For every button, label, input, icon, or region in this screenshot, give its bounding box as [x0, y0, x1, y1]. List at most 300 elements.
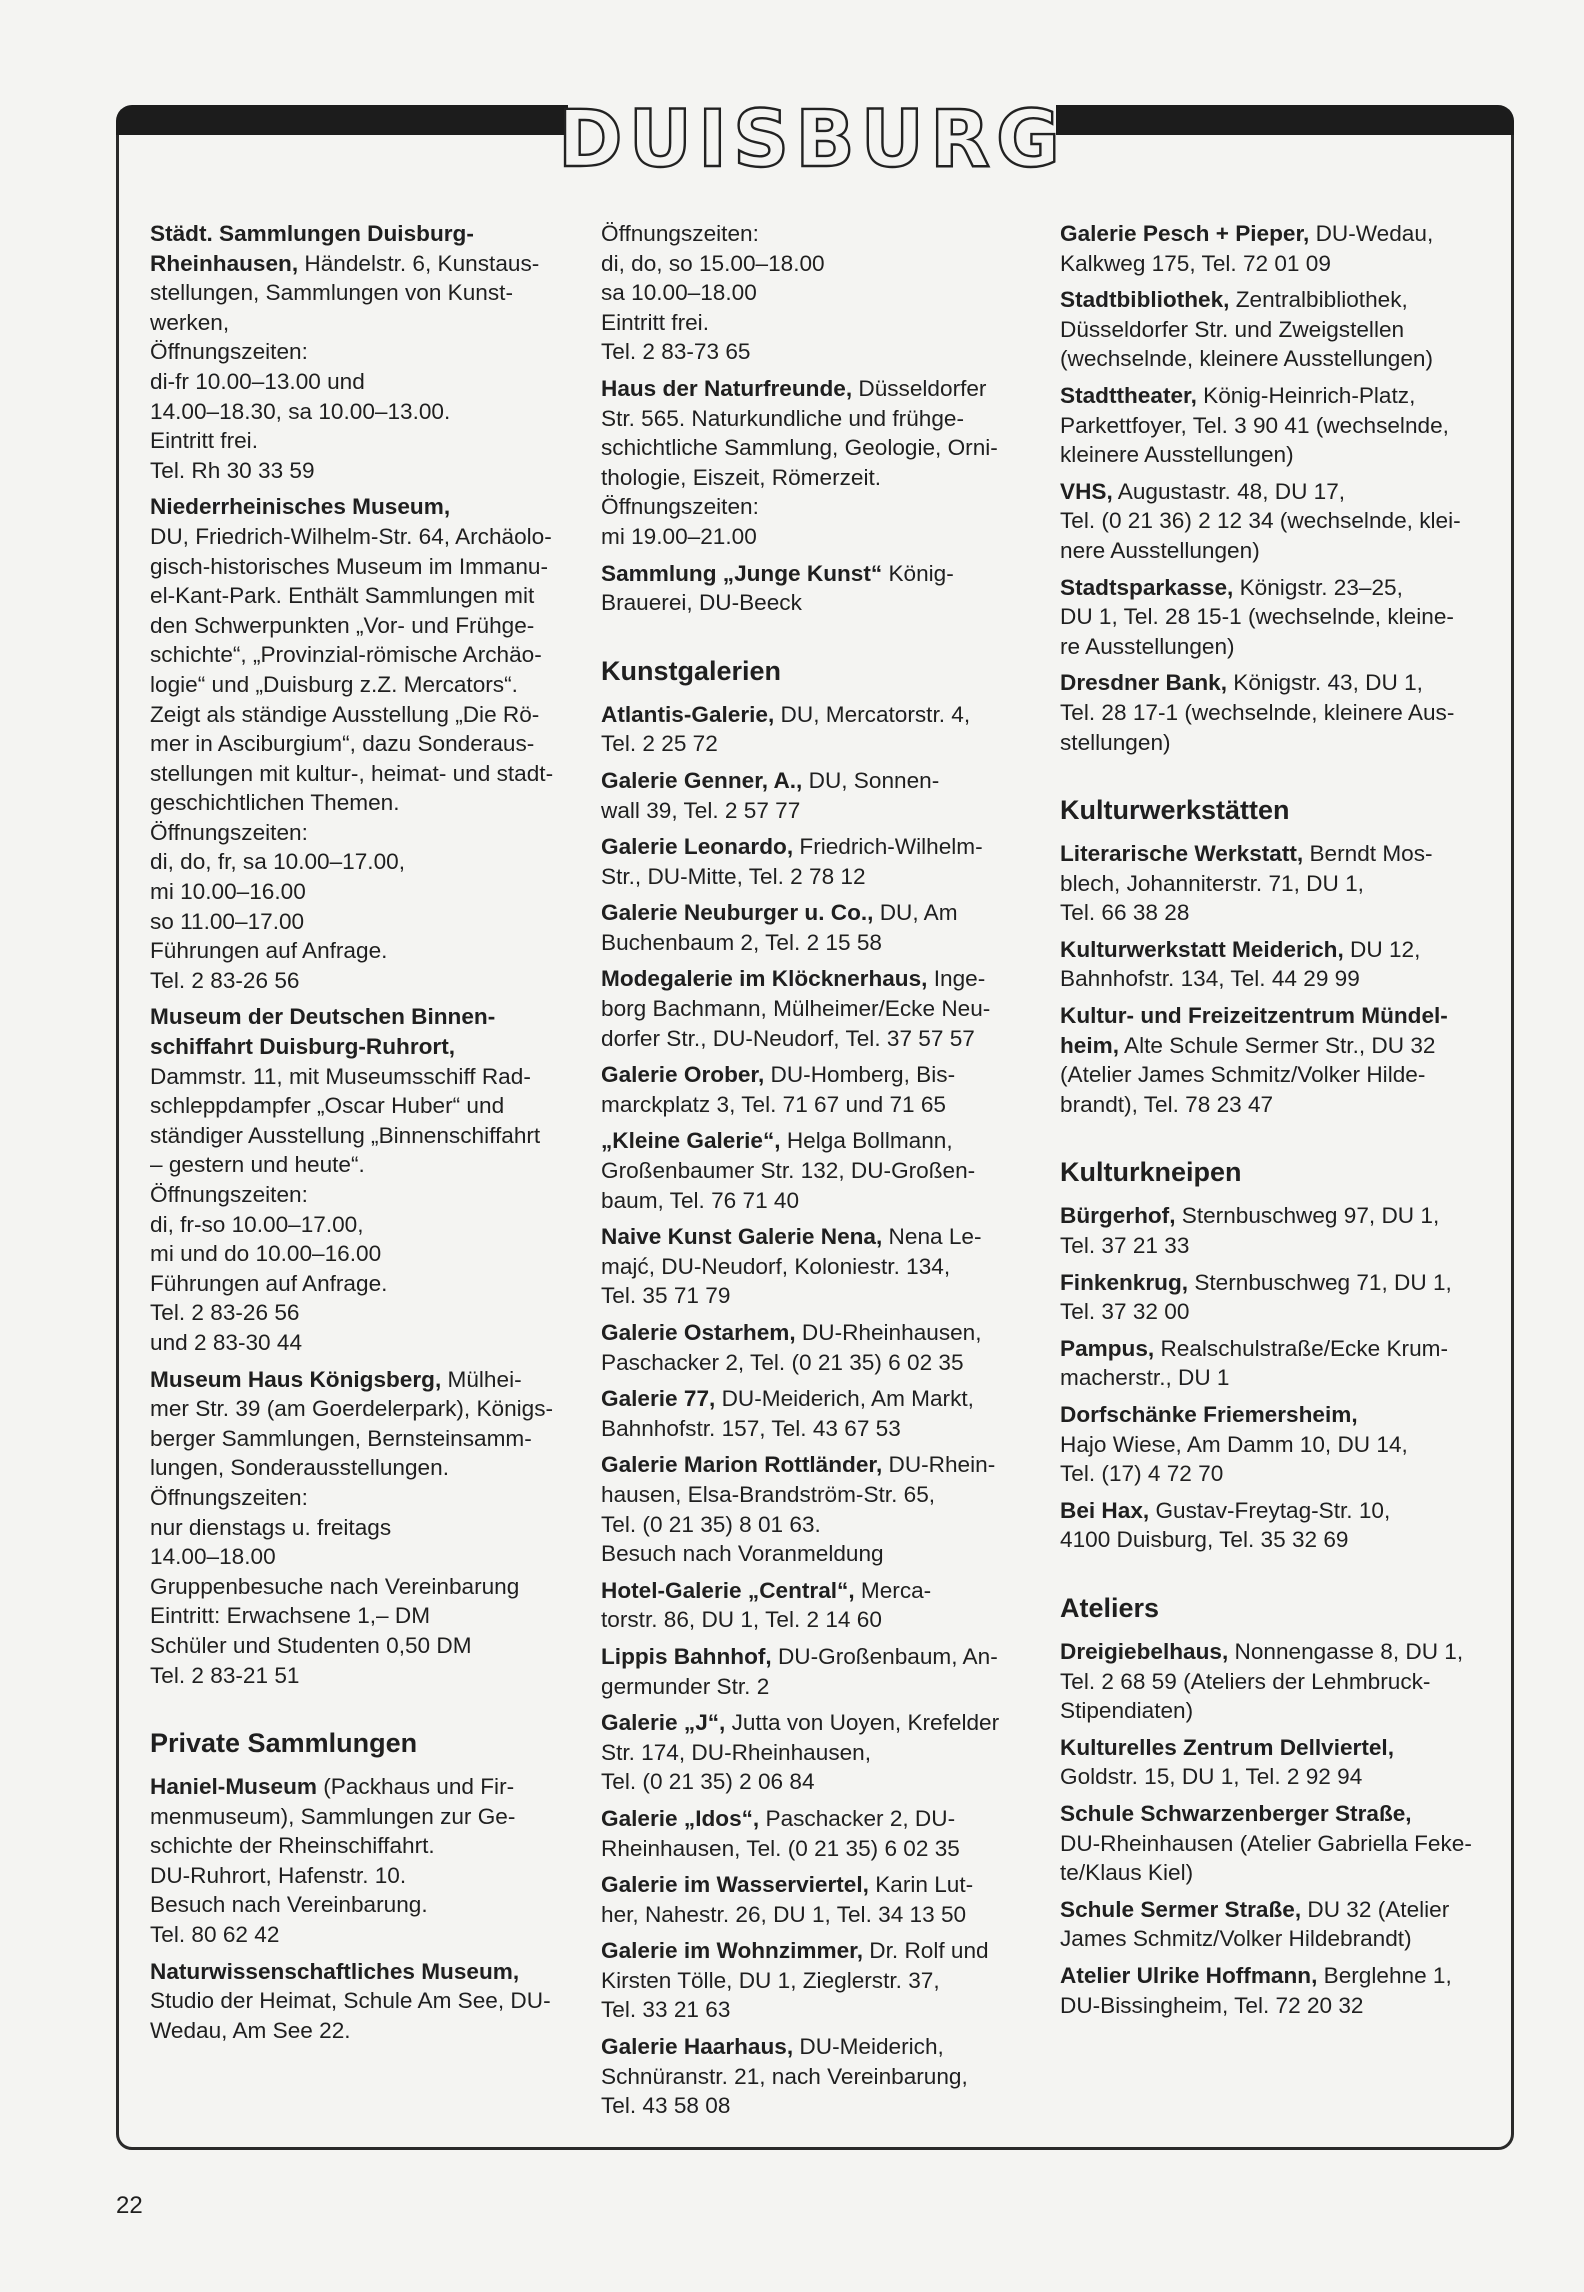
entry-line: [150, 1150, 560, 1180]
entry-text: Gustav-Freytag-Str. 10,: [1149, 1497, 1391, 1523]
entry-line: [1060, 1961, 1490, 1991]
entry-text: Buchenbaum 2, Tel. 2 15 58: [601, 929, 882, 955]
entry-name: Bei Hax,: [1060, 1497, 1150, 1523]
entry-line: [601, 308, 1021, 338]
entry-text: baum, Tel. 76 71 40: [601, 1187, 800, 1213]
column-1: [150, 219, 560, 2052]
entry-line: [1060, 1031, 1490, 1061]
directory-entry: [1060, 1268, 1490, 1327]
entry-name: Kulturelles Zentrum Dellviertel,: [1060, 1734, 1394, 1760]
entry-text: DU-Ruhrort, Hafenstr. 10.: [150, 1862, 407, 1888]
entry-text: dorfer Str., DU-Neudorf, Tel. 37 57 57: [601, 1025, 975, 1051]
entry-text: Tel. (0 21 35) 8 01 63.: [601, 1511, 821, 1537]
entry-name: Dresdner Bank,: [1060, 670, 1228, 696]
entry-text: Karin Lut-: [868, 1872, 974, 1898]
entry-text: mer Str. 39 (am Goerdelerpark), Königs-: [150, 1396, 554, 1422]
entry-text: blech, Johanniterstr. 71, DU 1,: [1060, 870, 1364, 896]
entry-text: Merca-: [854, 1577, 932, 1603]
entry-text: Paschacker 2, DU-: [759, 1805, 956, 1831]
entry-text: majć, DU-Neudorf, Koloniestr. 134,: [601, 1253, 951, 1279]
entry-text: DU-Wedau,: [1309, 221, 1434, 246]
directory-entry: [601, 1126, 1021, 1215]
entry-text: DU-Rheinhausen,: [795, 1320, 982, 1345]
directory-entry: [601, 1936, 1021, 2025]
entry-text: Tel. 37 32 00: [1060, 1299, 1190, 1325]
directory-entry: [601, 832, 1021, 891]
entry-text: stellungen mit kultur-, heimat- und stadt-: [150, 760, 554, 786]
entry-text: logie“ und „Duisburg z.Z. Mercators“.: [150, 671, 518, 697]
entry-line: [150, 1453, 560, 1483]
entry-line: [1060, 285, 1490, 315]
entry-text: König-Heinrich-Platz,: [1196, 382, 1416, 408]
entry-text: DU-Meiderich, Am Markt,: [715, 1386, 974, 1412]
entry-line: [601, 1995, 1021, 2025]
entry-text: Düsseldorfer: [852, 375, 987, 401]
entry-name: Hotel-Galerie „Central“,: [601, 1577, 855, 1603]
entry-line: [601, 1672, 1021, 1702]
entry-text: el-Kant-Park. Enthält Sammlungen mit: [150, 583, 535, 609]
entry-line: [150, 1483, 560, 1513]
entry-text: 4100 Duisburg, Tel. 35 32 69: [1060, 1527, 1349, 1553]
entry-text: Sternbuschweg 97, DU 1,: [1175, 1203, 1440, 1229]
entry-line: [150, 1032, 560, 1062]
entry-line: [1060, 249, 1490, 279]
entry-text: Düsseldorfer Str. und Zweigstellen: [1060, 316, 1405, 342]
directory-entry: [601, 1642, 1021, 1701]
entry-text: lungen, Sonderausstellungen.: [150, 1455, 449, 1481]
entry-line: [150, 1091, 560, 1121]
entry-text: Studio der Heimat, Schule Am See, DU-: [150, 1988, 551, 2014]
directory-entry: [601, 1060, 1021, 1119]
entry-text: Kirsten Tölle, DU 1, Zieglerstr. 37,: [601, 1967, 940, 1993]
entry-name: Galerie Pesch + Pieper,: [1060, 221, 1310, 246]
entry-line: [1060, 728, 1490, 758]
entry-name: Atelier Ulrike Hoffmann,: [1060, 1962, 1318, 1988]
entry-line: [1060, 1334, 1490, 1364]
entry-name: Galerie im Wohnzimmer,: [601, 1938, 864, 1964]
entry-line: [150, 581, 560, 611]
directory-entry: [1060, 573, 1490, 662]
entry-line: [601, 2091, 1021, 2121]
entry-line: [150, 1920, 560, 1950]
entry-line: [1060, 839, 1490, 869]
entry-line: [150, 907, 560, 937]
entry-name: Kultur- und Freizeitzentrum Mündel-: [1060, 1003, 1448, 1029]
directory-entry: [1060, 381, 1490, 470]
entry-line: [150, 847, 560, 877]
entry-text: Tel. (17) 4 72 70: [1060, 1461, 1224, 1487]
entry-line: [150, 1601, 560, 1631]
entry-line: [601, 1576, 1021, 1606]
entry-line: [150, 1002, 560, 1032]
entry-name: Naive Kunst Galerie Nena,: [601, 1224, 883, 1250]
entry-text: DU 1, Tel. 28 15-1 (wechselnde, kleine-: [1060, 604, 1454, 630]
entry-line: [150, 700, 560, 730]
entry-line: [1060, 698, 1490, 728]
entry-line: [601, 1605, 1021, 1635]
entry-name: Museum Haus Königsberg,: [150, 1366, 442, 1392]
entry-line: [601, 1966, 1021, 1996]
directory-entry: [150, 1002, 560, 1357]
entry-line: [1060, 1799, 1490, 1829]
entry-line: [1060, 602, 1490, 632]
entry-line: [601, 1900, 1021, 1930]
column-2: [601, 219, 1021, 2128]
entry-line: [150, 1365, 560, 1395]
entry-line: [1060, 869, 1490, 899]
entry-text: Königstr. 23–25,: [1233, 574, 1403, 600]
entry-text: DU 32 (Atelier: [1301, 1896, 1450, 1922]
entry-line: [1060, 1496, 1490, 1526]
entry-line: [150, 367, 560, 397]
entry-line: [150, 1394, 560, 1424]
section-heading: Ateliers: [1060, 1592, 1160, 1623]
entry-name: Galerie Orober,: [601, 1062, 765, 1088]
entry-text: so 11.00–17.00: [150, 908, 305, 934]
entry-line: [150, 1986, 560, 2016]
entry-text: Tel. (0 21 36) 2 12 34 (wechselnde, klei-: [1060, 508, 1461, 534]
entry-text: Gruppenbesuche nach Vereinbarung: [150, 1573, 520, 1599]
entry-line: [601, 1804, 1021, 1834]
entry-name: Naturwissenschaftliches Museum,: [150, 1958, 520, 1984]
entry-text: di, do, fr, sa 10.00–17.00,: [150, 849, 405, 875]
entry-line: [150, 1328, 560, 1358]
entry-text: Paschacker 2, Tel. (0 21 35) 6 02 35: [601, 1349, 964, 1375]
entry-name: Haniel-Museum: [150, 1774, 317, 1800]
entry-text: Tel. 66 38 28: [1060, 900, 1190, 926]
entry-line: [150, 1180, 560, 1210]
entry-text: nere Ausstellungen): [1060, 537, 1260, 563]
entry-line: [601, 278, 1021, 308]
entry-line: [1060, 1858, 1490, 1888]
section-heading: Private Sammlungen: [150, 1728, 418, 1759]
entry-name: Bürgerhof,: [1060, 1203, 1176, 1229]
entry-text: James Schmitz/Volker Hildebrandt): [1060, 1926, 1412, 1952]
entry-line: [1060, 1829, 1490, 1859]
entry-text: 14.00–18.30, sa 10.00–13.00.: [150, 398, 451, 424]
entry-line: [1060, 1696, 1490, 1726]
entry-line: [601, 404, 1021, 434]
entry-line: [1060, 1363, 1490, 1393]
entry-line: [150, 1239, 560, 1269]
entry-line: [1060, 1268, 1490, 1298]
entry-line: [601, 1708, 1021, 1738]
entry-line: [1060, 411, 1490, 441]
directory-entry: [1060, 1334, 1490, 1393]
entry-line: [601, 1222, 1021, 1252]
entry-name: Rheinhausen,: [150, 250, 299, 276]
entry-line: [601, 249, 1021, 279]
entry-text: DU-Rhein-: [882, 1452, 996, 1478]
directory-entry: [1060, 285, 1490, 374]
directory-entry: [1060, 1400, 1490, 1489]
directory-entry: [601, 1870, 1021, 1929]
entry-line: [150, 219, 560, 249]
entry-line: [601, 2032, 1021, 2062]
entry-text: Tel. 2 83-21 51: [150, 1662, 300, 1688]
entry-line: [601, 1384, 1021, 1414]
entry-line: [150, 1121, 560, 1151]
entry-line: [150, 337, 560, 367]
entry-line: [1060, 935, 1490, 965]
entry-text: te/Klaus Kiel): [1060, 1860, 1194, 1886]
entry-text: Öffnungszeiten:: [150, 819, 308, 845]
entry-text: Tel. 28 17-1 (wechselnde, kleinere Aus-: [1060, 699, 1455, 725]
entry-text: Rheinhausen, Tel. (0 21 35) 6 02 35: [601, 1835, 960, 1861]
entry-line: [601, 928, 1021, 958]
entry-line: [1060, 1001, 1490, 1031]
entry-line: [601, 1642, 1021, 1672]
entry-line: [150, 611, 560, 641]
entry-line: [1060, 573, 1490, 603]
entry-line: [601, 463, 1021, 493]
entry-line: [601, 994, 1021, 1024]
directory-entry: [601, 1576, 1021, 1635]
entry-line: [601, 1510, 1021, 1540]
entry-line: [1060, 898, 1490, 928]
entry-name: Galerie Leonardo,: [601, 834, 794, 860]
entry-text: mi 10.00–16.00: [150, 879, 306, 905]
entry-name: Galerie Genner, A.,: [601, 767, 803, 793]
entry-text: König-: [882, 560, 954, 586]
entry-line: [150, 1298, 560, 1328]
entry-name: Galerie 77,: [601, 1386, 716, 1412]
entry-line: [150, 670, 560, 700]
entry-name: Sammlung „Junge Kunst“: [601, 560, 883, 586]
entry-text: ständiger Ausstellung „Binnenschiffahrt: [150, 1122, 541, 1148]
entry-text: Schüler und Studenten 0,50 DM: [150, 1632, 472, 1658]
directory-entry: [601, 1318, 1021, 1377]
entry-text: Alte Schule Sermer Str., DU 32: [1119, 1032, 1436, 1058]
entry-name: „Kleine Galerie“,: [601, 1128, 781, 1154]
entry-text: Str. 565. Naturkundliche und frühge-: [601, 405, 964, 431]
entry-line: [601, 492, 1021, 522]
entry-line: [150, 1861, 560, 1891]
entry-line: [601, 1186, 1021, 1216]
entry-name: Stadtsparkasse,: [1060, 574, 1234, 600]
entry-text: sa 10.00–18.00: [601, 280, 757, 306]
entry-text: Öffnungszeiten:: [150, 1484, 308, 1510]
entry-line: [601, 2062, 1021, 2092]
entry-text: Tel. (0 21 35) 2 06 84: [601, 1769, 815, 1795]
entry-text: Tel. 2 68 59 (Ateliers der Lehmbruck-: [1060, 1668, 1431, 1694]
entry-line: [150, 1062, 560, 1092]
entry-name: Atlantis-Galerie,: [601, 701, 775, 727]
directory-entry: [601, 1804, 1021, 1863]
section-heading: Kulturkneipen: [1060, 1157, 1242, 1188]
entry-text: Str., DU-Mitte, Tel. 2 78 12: [601, 863, 866, 889]
directory-entry: [1060, 1961, 1490, 2020]
entry-text: Eintritt frei.: [150, 428, 258, 454]
entry-line: [150, 640, 560, 670]
directory-entry: [1060, 1001, 1490, 1119]
page-title: DUISBURG: [557, 95, 1067, 185]
entry-text: schichte der Rheinschiffahrt.: [150, 1833, 435, 1859]
entry-text: Führungen auf Anfrage.: [150, 1270, 388, 1296]
entry-line: [601, 1281, 1021, 1311]
entry-line: [1060, 1895, 1490, 1925]
directory-entry: [1060, 1201, 1490, 1260]
directory-entry: [601, 1384, 1021, 1443]
entry-line: [150, 1890, 560, 1920]
entry-text: di, do, so 15.00–18.00: [601, 250, 825, 276]
entry-text: Friedrich-Wilhelm-: [793, 834, 983, 860]
entry-line: [150, 1542, 560, 1572]
entry-line: [601, 1156, 1021, 1186]
directory-entry: [150, 1957, 560, 2046]
page-number: 22: [116, 2192, 143, 2219]
entry-line: [601, 862, 1021, 892]
entry-text: (Atelier James Schmitz/Volker Hilde-: [1060, 1062, 1426, 1088]
entry-text: Wedau, Am See 22.: [150, 2017, 351, 2043]
entry-text: nur dienstags u. freitags: [150, 1514, 392, 1540]
entry-line: [150, 492, 560, 522]
entry-text: Dammstr. 11, mit Museumsschiff Rad-: [150, 1063, 531, 1089]
entry-text: DU, Mercatorstr. 4,: [774, 701, 971, 727]
entry-line: [150, 966, 560, 996]
directory-entry: [1060, 1496, 1490, 1555]
entry-text: Helga Bollmann,: [780, 1128, 953, 1154]
entry-text: Besuch nach Vereinbarung.: [150, 1892, 428, 1918]
entry-text: Tel. 2 25 72: [601, 731, 718, 757]
entry-name: Lippis Bahnhof,: [601, 1643, 772, 1669]
entry-text: Tel. 2 83-26 56: [150, 1300, 300, 1326]
entry-text: DU-Homberg, Bis-: [764, 1062, 956, 1088]
directory-entry: [1060, 839, 1490, 928]
entry-text: thologie, Eiszeit, Römerzeit.: [601, 464, 882, 490]
directory-entry: [601, 898, 1021, 957]
entry-text: werken,: [150, 309, 230, 335]
directory-entry: [601, 1708, 1021, 1797]
directory-entry: [1060, 1637, 1490, 1726]
entry-text: (Packhaus und Fir-: [316, 1774, 515, 1800]
title-box: [557, 95, 1067, 185]
entry-name: Dorfschänke Friemersheim,: [1060, 1402, 1358, 1427]
directory-entry: [1060, 477, 1490, 566]
entry-line: [1060, 477, 1490, 507]
entry-line: [150, 818, 560, 848]
entry-line: [1060, 1297, 1490, 1327]
entry-name: Städt. Sammlungen Duisburg-: [150, 221, 474, 246]
entry-name: Stadttheater,: [1060, 382, 1197, 408]
entry-line: [1060, 1733, 1490, 1763]
directory-entry: [150, 1772, 560, 1950]
entry-text: Öffnungszeiten:: [150, 1182, 308, 1207]
entry-line: [150, 1802, 560, 1832]
entry-line: [601, 1126, 1021, 1156]
entry-line: [601, 796, 1021, 826]
entry-line: [601, 832, 1021, 862]
directory-entry: [1060, 1799, 1490, 1888]
entry-text: torstr. 86, DU 1, Tel. 2 14 60: [601, 1607, 882, 1633]
entry-text: Schnüranstr. 21, nach Vereinbarung,: [601, 2063, 968, 2089]
entry-text: Nonnengasse 8, DU 1,: [1228, 1638, 1464, 1664]
entry-name: Haus der Naturfreunde,: [601, 375, 853, 401]
entry-text: Tel. 35 71 79: [601, 1283, 731, 1309]
entry-line: [150, 397, 560, 427]
entry-text: Hajo Wiese, Am Damm 10, DU 14,: [1060, 1431, 1408, 1457]
entry-line: [1060, 1637, 1490, 1667]
entry-text: Königstr. 43, DU 1,: [1227, 670, 1423, 696]
entry-line: [1060, 1667, 1490, 1697]
entry-line: [1060, 668, 1490, 698]
entry-text: DU, Am: [873, 900, 958, 926]
entry-text: DU-Meiderich,: [793, 2034, 944, 2060]
entry-name: Schule Sermer Straße,: [1060, 1896, 1302, 1922]
entry-name: Galerie „Idos“,: [601, 1805, 760, 1831]
directory-entry: [601, 1222, 1021, 1311]
entry-line: [1060, 1400, 1490, 1430]
entry-line: [601, 1870, 1021, 1900]
entry-line: [1060, 1231, 1490, 1261]
entry-line: [601, 1834, 1021, 1864]
entry-name: Museum der Deutschen Binnen-: [150, 1004, 496, 1030]
entry-line: [601, 964, 1021, 994]
entry-line: [601, 1936, 1021, 1966]
entry-line: [150, 2016, 560, 2046]
entry-line: [1060, 1525, 1490, 1555]
entry-name: Dreigiebelhaus,: [1060, 1638, 1229, 1664]
entry-text: DU-Bissingheim, Tel. 72 20 32: [1060, 1992, 1364, 2018]
entry-line: [1060, 440, 1490, 470]
entry-line: [601, 374, 1021, 404]
entry-text: Besuch nach Voranmeldung: [601, 1541, 884, 1567]
entry-line: [150, 759, 560, 789]
entry-name: Schule Schwarzenberger Straße,: [1060, 1800, 1412, 1826]
directory-entry: [601, 219, 1021, 367]
entry-line: [1060, 381, 1490, 411]
entry-line: [601, 1450, 1021, 1480]
entry-line: [601, 729, 1021, 759]
entry-name: schiffahrt Duisburg-Ruhrort,: [150, 1034, 456, 1060]
entry-text: brandt), Tel. 78 23 47: [1060, 1091, 1274, 1117]
entry-text: Tel. 2 83-73 65: [601, 339, 751, 365]
entry-line: [1060, 1924, 1490, 1954]
entry-line: [150, 877, 560, 907]
entry-name: Galerie im Wasserviertel,: [601, 1872, 869, 1898]
entry-name: Galerie Neuburger u. Co.,: [601, 900, 874, 926]
entry-text: wall 39, Tel. 2 57 77: [601, 797, 801, 823]
entry-text: Öffnungszeiten:: [150, 339, 308, 365]
entry-text: Parkettfoyer, Tel. 3 90 41 (wechselnde,: [1060, 412, 1449, 438]
entry-line: [150, 1424, 560, 1454]
entry-text: her, Nahestr. 26, DU 1, Tel. 34 13 50: [601, 1901, 967, 1927]
entry-text: geschichtlichen Themen.: [150, 790, 400, 816]
entry-line: [150, 1661, 560, 1691]
entry-line: [1060, 1060, 1490, 1090]
entry-text: hausen, Elsa-Brandström-Str. 65,: [601, 1481, 936, 1507]
entry-line: [150, 936, 560, 966]
entry-text: Tel. Rh 30 33 59: [150, 457, 315, 483]
directory-entry: [1060, 935, 1490, 994]
entry-line: [150, 1572, 560, 1602]
entry-text: Zeigt als ständige Ausstellung „Die Rö-: [150, 701, 540, 727]
entry-text: Dr. Rolf und: [863, 1938, 989, 1964]
entry-name: Niederrheinisches Museum,: [150, 494, 451, 520]
column-3: [1060, 219, 1490, 2027]
entry-text: DU 12,: [1343, 936, 1421, 962]
entry-text: Tel. 33 21 63: [601, 1997, 731, 2023]
entry-name: Finkenkrug,: [1060, 1269, 1189, 1295]
entry-name: VHS,: [1060, 478, 1113, 504]
entry-line: [1060, 506, 1490, 536]
entry-text: (wechselnde, kleinere Ausstellungen): [1060, 346, 1434, 372]
directory-entry: [601, 700, 1021, 759]
entry-line: [1060, 1459, 1490, 1489]
entry-line: [601, 1767, 1021, 1797]
directory-entry: [1060, 1895, 1490, 1954]
entry-line: [150, 1631, 560, 1661]
